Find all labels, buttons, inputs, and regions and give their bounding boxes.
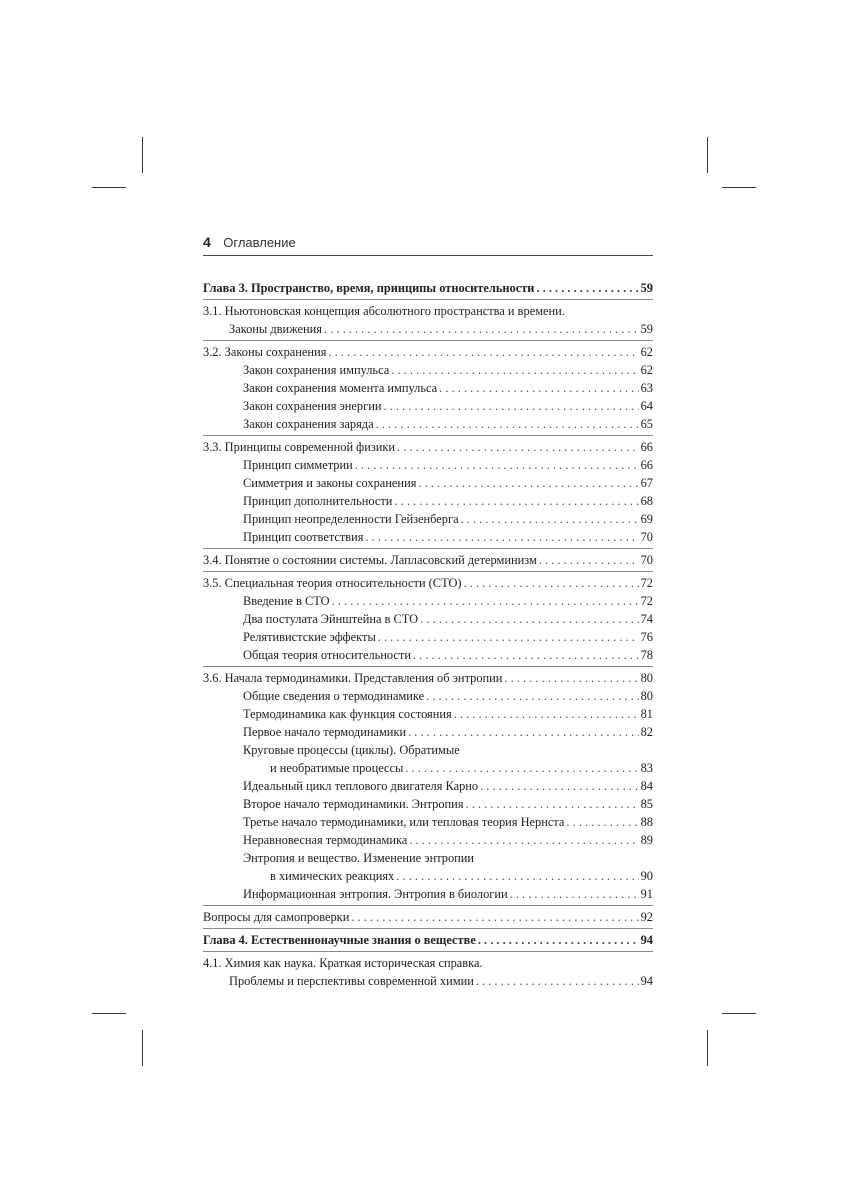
toc-page-number: 94 [640, 974, 653, 988]
toc-entry-title: Симметрия и законы сохранения [243, 476, 417, 490]
toc-entry-title: Принцип соответствия [243, 530, 364, 544]
toc-page-number: 80 [640, 671, 653, 685]
toc-page-number: 94 [640, 933, 653, 947]
toc-page-number: 59 [640, 281, 653, 295]
dot-leader [408, 723, 639, 741]
toc-entry[interactable] [203, 954, 653, 990]
toc-page-number: 85 [640, 797, 653, 811]
toc-entry[interactable] [203, 610, 653, 628]
toc-page-number: 70 [640, 553, 653, 567]
toc-page-number: 69 [640, 512, 653, 526]
dot-leader [396, 867, 638, 885]
toc-entry-title: Принцип неопределенности Гейзенберга [243, 512, 459, 526]
toc-page-number: 63 [640, 381, 653, 395]
dot-leader [510, 885, 639, 903]
toc-entry-title: 4.1. Химия как наука. Краткая историческая справка. [203, 956, 483, 970]
toc-entry-title: Принцип симметрии [243, 458, 353, 472]
toc-page-number: 78 [640, 648, 653, 662]
toc-entry[interactable] [203, 831, 653, 849]
toc-page-number: 68 [640, 494, 653, 508]
dot-leader [464, 574, 639, 592]
toc-entry[interactable] [203, 885, 653, 903]
toc-entry[interactable] [203, 741, 653, 777]
dot-leader [355, 456, 639, 474]
toc-entry-title: Введение в СТО [243, 594, 330, 608]
dot-leader [365, 528, 638, 546]
dot-leader [454, 705, 639, 723]
dot-leader [461, 510, 639, 528]
toc-entry-title: Третье начало термодинамики, или тепловая теория Нернста [243, 815, 565, 829]
toc-entry-title: 3.5. Специальная теория относительности (СТО) [203, 576, 462, 590]
toc-entry[interactable] [203, 361, 653, 379]
toc-entry-title: Общая теория относительности [243, 648, 411, 662]
toc-page-number: 64 [640, 399, 653, 413]
dot-leader [466, 795, 639, 813]
toc-entry[interactable] [203, 849, 653, 885]
toc-group [203, 299, 653, 340]
dot-leader [351, 908, 638, 926]
toc-entry[interactable] [203, 687, 653, 705]
dot-leader [376, 415, 639, 433]
toc-entry[interactable] [203, 795, 653, 813]
crop-mark [92, 1013, 126, 1014]
toc-entry[interactable] [203, 510, 653, 528]
toc-page-number: 92 [640, 910, 653, 924]
toc-entry-title: Проблемы и перспективы современной химии [229, 974, 474, 988]
toc-entry-title: Энтропия и вещество. Изменение энтропии [243, 851, 475, 865]
toc-entry[interactable] [203, 813, 653, 831]
toc-entry-title: Закон сохранения энергии [243, 399, 382, 413]
toc-entry[interactable] [203, 438, 653, 456]
toc-entry-title: Информационная энтропия. Энтропия в биологии [243, 887, 508, 901]
toc-entry-title: Термодинамика как функция состояния [243, 707, 452, 721]
dot-leader [394, 492, 638, 510]
dot-leader [418, 474, 638, 492]
toc-entry[interactable] [203, 669, 653, 687]
toc-entry[interactable] [203, 908, 653, 926]
crop-mark [142, 137, 143, 173]
toc-entry-title: Законы движения [229, 322, 322, 336]
dot-leader [536, 279, 638, 297]
toc-entry-title: Первое начало термодинамики [243, 725, 407, 739]
dot-leader [476, 972, 639, 990]
toc-entry[interactable] [203, 397, 653, 415]
toc-page-number: 72 [640, 576, 653, 590]
toc-page-number: 70 [640, 530, 653, 544]
dot-leader [391, 361, 638, 379]
toc-page-number: 67 [640, 476, 653, 490]
toc-entry[interactable] [203, 343, 653, 361]
toc-entry-title: Неравновесная термодинамика [243, 833, 408, 847]
toc-page-number: 76 [640, 630, 653, 644]
toc-group [203, 666, 653, 905]
toc-entry[interactable] [203, 723, 653, 741]
crop-mark [142, 1030, 143, 1066]
toc-entry-title: 3.1. Ньютоновская концепция абсолютного пространства и времени. [203, 304, 565, 318]
crop-mark [722, 187, 756, 188]
toc-page-number: 84 [640, 779, 653, 793]
toc-entry-title: в химических реакциях [270, 869, 395, 883]
toc-page-number: 91 [640, 887, 653, 901]
toc-entry-title: Два постулата Эйнштейна в СТО [243, 612, 419, 626]
toc-entry[interactable] [203, 705, 653, 723]
dot-leader [439, 379, 638, 397]
page-number: 4 [203, 234, 211, 250]
toc-entry-title: Вопросы для самопроверки [203, 910, 350, 924]
dot-leader [324, 320, 639, 338]
toc-group [203, 571, 653, 666]
dot-leader [480, 777, 639, 795]
toc-entry-title: и необратимые процессы [270, 761, 404, 775]
toc-entry[interactable] [203, 528, 653, 546]
toc-entry[interactable] [203, 279, 653, 297]
toc-entry[interactable] [203, 646, 653, 664]
toc-page-number: 66 [640, 440, 653, 454]
toc-entry-title: Второе начало термодинамики. Энтропия [243, 797, 464, 811]
toc-page-number: 62 [640, 345, 653, 359]
dot-leader [504, 669, 638, 687]
running-title: Оглавление [223, 235, 296, 250]
dot-leader [478, 931, 639, 949]
toc-group [203, 905, 653, 928]
toc-page-number: 89 [640, 833, 653, 847]
toc-page-number: 74 [640, 612, 653, 626]
dot-leader [383, 397, 638, 415]
toc-entry-title: Глава 4. Естественнонаучные знания о веществе [203, 933, 476, 947]
toc-entry-title: Закон сохранения заряда [243, 417, 374, 431]
toc-entry-title: Идеальный цикл теплового двигателя Карно [243, 779, 479, 793]
toc-entry[interactable] [203, 574, 653, 592]
toc-entry-title: Общие сведения о термодинамике [243, 689, 425, 703]
toc-page-number: 83 [640, 761, 653, 775]
toc-entry-title: 3.4. Понятие о состоянии системы. Лапласовский детерминизм [203, 553, 537, 567]
toc-entry-title: Принцип дополнительности [243, 494, 393, 508]
toc-entry-title: Релятивистские эффекты [243, 630, 376, 644]
dot-leader [426, 687, 638, 705]
crop-mark [92, 187, 126, 188]
dot-leader [539, 551, 639, 569]
dot-leader [566, 813, 638, 831]
toc-page-number: 65 [640, 417, 653, 431]
toc-page-number: 62 [640, 363, 653, 377]
toc-group [203, 435, 653, 548]
toc-page-number: 72 [640, 594, 653, 608]
toc-page-number: 88 [640, 815, 653, 829]
toc-entry[interactable] [203, 551, 653, 569]
running-header [203, 234, 653, 256]
toc-entry[interactable] [203, 415, 653, 433]
toc-entry[interactable] [203, 379, 653, 397]
toc-entry-title: Закон сохранения момента импульса [243, 381, 438, 395]
dot-leader [332, 592, 639, 610]
toc-entry-title: Глава 3. Пространство, время, принципы относительности [203, 281, 535, 295]
toc-group [203, 951, 653, 992]
crop-mark [722, 1013, 756, 1014]
dot-leader [378, 628, 639, 646]
toc-group [203, 548, 653, 571]
toc-page-number: 59 [640, 322, 653, 336]
table-of-contents [203, 277, 653, 992]
dot-leader [328, 343, 638, 361]
toc-page-number: 81 [640, 707, 653, 721]
toc-page-number: 82 [640, 725, 653, 739]
toc-group [203, 928, 653, 951]
toc-entry-title: 3.2. Законы сохранения [203, 345, 327, 359]
toc-group [203, 277, 653, 299]
toc-entry[interactable] [203, 456, 653, 474]
toc-entry-title: 3.3. Принципы современной физики [203, 440, 396, 454]
toc-entry-title: Закон сохранения импульса [243, 363, 390, 377]
crop-mark [707, 137, 708, 173]
dot-leader [397, 438, 639, 456]
toc-entry[interactable] [203, 931, 653, 949]
toc-page-number: 90 [640, 869, 653, 883]
toc-entry-title: 3.6. Начала термодинамики. Представления об энтропии [203, 671, 503, 685]
toc-page-number: 80 [640, 689, 653, 703]
toc-entry[interactable] [203, 302, 653, 338]
dot-leader [420, 610, 638, 628]
dot-leader [413, 646, 639, 664]
toc-entry[interactable] [203, 777, 653, 795]
dot-leader [409, 831, 638, 849]
toc-entry[interactable] [203, 592, 653, 610]
toc-entry-title: Круговые процессы (циклы). Обратимые [243, 743, 460, 757]
toc-page-number: 66 [640, 458, 653, 472]
toc-group [203, 340, 653, 435]
crop-mark [707, 1030, 708, 1066]
dot-leader [405, 759, 638, 777]
toc-entry[interactable] [203, 492, 653, 510]
toc-entry[interactable] [203, 474, 653, 492]
toc-entry[interactable] [203, 628, 653, 646]
